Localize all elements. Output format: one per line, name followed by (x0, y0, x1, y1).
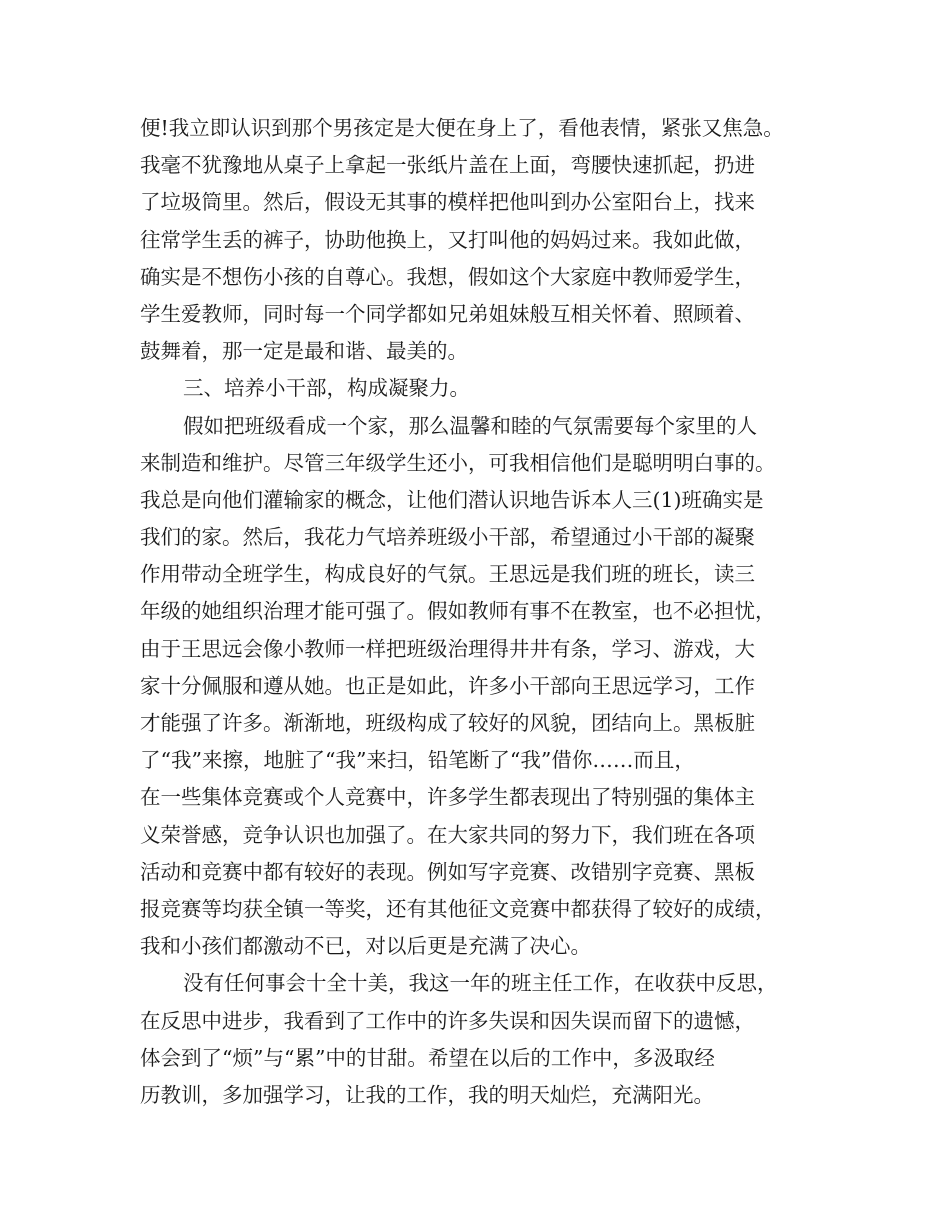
text-line: 报竞赛等均获全镇一等奖，还有其他征文竞赛中都获得了较好的成绩， (140, 896, 776, 921)
text-line: 了“我”来擦，地脏了“我”来扫，铅笔断了“我”借你……而且， (140, 748, 695, 773)
text-line: 我们的家。然后，我花力气培养班级小干部，希望通过小干部的凝聚 (140, 525, 755, 550)
text-line: 便!我立即认识到那个男孩定是大便在身上了，看他表情，紧张又焦急。 (140, 116, 784, 140)
text-line: 了垃圾筒里。然后，假设无其事的模样把他叫到办公室阳台上，找来 (140, 190, 755, 215)
text-line: 往常学生丢的裤子，协助他换上，又打叫他的妈妈过来。我如此做， (140, 227, 755, 252)
text-line: 我和小孩们都激动不已，对以后更是充满了决心。 (140, 934, 591, 959)
text-line: 由于王思远会像小教师一样把班级治理得井井有条，学习、游戏，大 (140, 636, 755, 661)
text-line: 历教训，多加强学习，让我的工作，我的明天灿烂，充满阳光。 (140, 1082, 714, 1107)
text-line: 鼓舞着，那一定是最和谐、最美的。 (140, 339, 468, 364)
text-line: 体会到了“烦”与“累”中的甘甜。希望在以后的工作中，多汲取经 (140, 1045, 715, 1070)
text-line: 在一些集体竞赛或个人竞赛中，许多学生都表现出了特别强的集体主 (140, 785, 755, 810)
text-line: 没有任何事会十全十美，我这一年的班主任工作，在收获中反思， (183, 971, 778, 996)
text-line: 确实是不想伤小孩的自尊心。我想，假如这个大家庭中教师爱学生， (140, 264, 755, 289)
text-line: 才能强了许多。渐渐地，班级构成了较好的风貌，团结向上。黑板脏 (140, 711, 755, 735)
text-line: 家十分佩服和遵从她。也正是如此，许多小干部向王思远学习，工作 (140, 673, 755, 698)
text-line: 我毫不犹豫地从桌子上拿起一张纸片盖在上面，弯腰快速抓起，扔进 (140, 153, 755, 178)
text-line: 我总是向他们灌输家的概念，让他们潜认识地告诉本人三(1)班确实是 (140, 487, 764, 512)
text-line: 年级的她组织治理才能可强了。假如教师有事不在教室，也不必担忧， (140, 599, 776, 624)
text-line: 活动和竞赛中都有较好的表现。例如写字竞赛、改错别字竞赛、黑板 (140, 859, 755, 884)
text-line: 假如把班级看成一个家，那么温馨和睦的气氛需要每个家里的人 (183, 413, 757, 438)
document-body (140, 110, 830, 1114)
section-heading: 三、培养小干部，构成凝聚力。 (183, 376, 470, 401)
text-line: 来制造和维护。尽管三年级学生还小，可我相信他们是聪明明白事的。 (140, 450, 776, 475)
text-line: 在反思中进步，我看到了工作中的许多失误和因失误而留下的遗憾， (140, 1008, 755, 1033)
text-line: 作用带动全班学生，构成良好的气氛。王思远是我们班的班长，读三 (140, 562, 755, 587)
text-line: 学生爱教师，同时每一个同学都如兄弟姐妹般互相关怀着、照顾着、 (140, 301, 755, 326)
text-line: 义荣誉感，竞争认识也加强了。在大家共同的努力下，我们班在各项 (140, 822, 755, 847)
